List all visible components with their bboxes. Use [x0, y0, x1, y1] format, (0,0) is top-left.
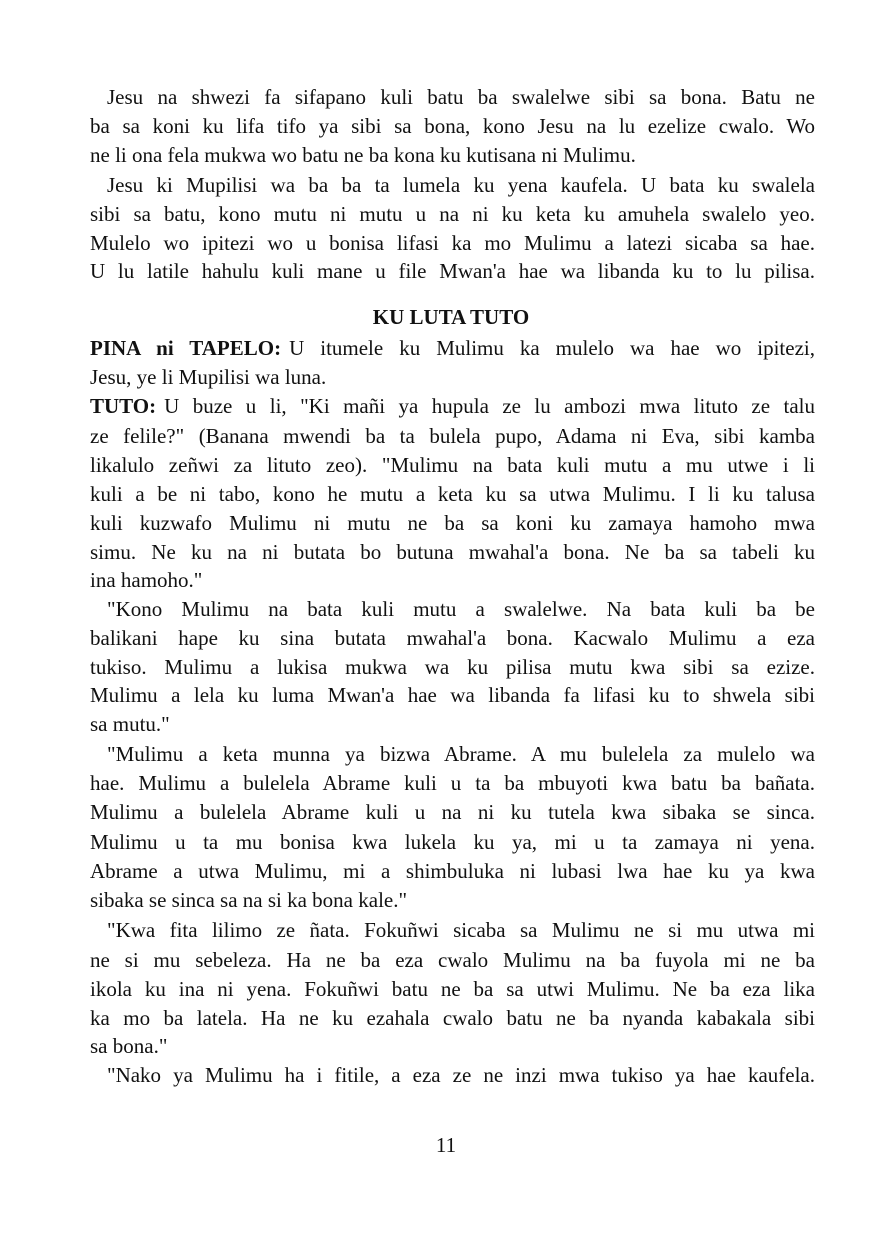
page-number: 11 [435, 1133, 457, 1157]
text-line [90, 201, 815, 227]
text-line [107, 596, 815, 622]
section-heading: KU LUTA TUTO [372, 305, 530, 329]
line-text: ikola ku ina ni yena. Fokuñwi batu ne ba sa utwi Mulimu. Ne ba eza lika [90, 977, 815, 1001]
text-line [90, 510, 815, 536]
line-text: balikani hape ku sina butata mwahal'a bona. Kacwalo Mulimu a eza [90, 626, 815, 650]
text-line [90, 1005, 815, 1031]
line-text: sibaka se sinca sa na si ka bona kale." [90, 888, 408, 912]
line-text: "Nako ya Mulimu ha i fitile, a eza ze ne inzi mwa tukiso ya hae kaufela. [107, 1063, 815, 1087]
line-text: ne li ona fela mukwa wo batu ne ba kona ku kutisana ni Mulimu. [90, 143, 636, 167]
text-line [90, 364, 815, 390]
text-line [107, 741, 815, 767]
line-text: hae. Mulimu a bulelela Abrame kuli u ta ba mbuyoti kwa batu ba bañata. [90, 771, 815, 795]
text-line [90, 481, 815, 507]
text-line [90, 113, 815, 139]
line-text: tukiso. Mulimu a lukisa mukwa wa ku pilisa mutu kwa sibi sa ezize. [90, 655, 815, 679]
text-line [90, 829, 815, 855]
line-text: Mulimu a lela ku luma Mwan'a hae wa libanda fa lifasi ku to shwela sibi [90, 683, 815, 707]
text-line [90, 858, 815, 884]
line-text: ina hamoho." [90, 568, 203, 592]
line-text: U buze u li, "Ki mañi ya hupula ze lu ambozi mwa lituto ze talu [164, 394, 815, 418]
bold-label: PINA ni TAPELO: [90, 336, 282, 360]
line-text: Mulimu u ta mu bonisa kwa lukela ku ya, mi u ta zamaya ni yena. [90, 830, 815, 854]
line-text: sa bona." [90, 1034, 168, 1058]
text-line [107, 917, 815, 943]
text-line [90, 393, 815, 419]
line-text: ba sa koni ku lifa tifo ya sibi sa bona, kono Jesu na lu ezelize cwalo. Wo [90, 114, 815, 138]
text-line [90, 1033, 815, 1059]
line-text: Mulimu a bulelela Abrame kuli u na ni ku tutela kwa sibaka se sinca. [90, 800, 815, 824]
line-text: sibi sa batu, kono mutu ni mutu u na ni ku keta ku amuhela swalelo yeo. [90, 202, 815, 226]
text-line [90, 258, 815, 284]
text-line [90, 654, 815, 680]
line-text: simu. Ne ku na ni butata bo butuna mwahal'a bona. Ne ba sa tabeli ku [90, 540, 815, 564]
text-line [90, 887, 815, 913]
line-text: kuli a be ni tabo, kono he mutu a keta ku sa utwa Mulimu. I li ku talusa [90, 482, 815, 506]
line-text: likalulo zeñwi za lituto zeo). "Mulimu na bata kuli mutu a mu utwe i li [90, 453, 815, 477]
line-text: kuli kuzwafo Mulimu ni mutu ne ba sa koni ku zamaya hamoho mwa [90, 511, 815, 535]
text-line [90, 976, 815, 1002]
bold-label: TUTO: [90, 394, 157, 418]
line-text: Jesu, ye li Mupilisi wa luna. [90, 365, 327, 389]
text-line [90, 230, 815, 256]
line-text: Mulelo wo ipitezi wo u bonisa lifasi ka mo Mulimu a latezi sicaba sa hae. [90, 231, 815, 255]
text-line [90, 452, 815, 478]
text-line [90, 567, 815, 593]
line-text: ka mo ba latela. Ha ne ku ezahala cwalo batu ne ba nyanda kabakala sibi [90, 1006, 815, 1030]
text-line [90, 770, 815, 796]
text-line [90, 682, 815, 708]
text-line [107, 172, 815, 198]
line-text: sa mutu." [90, 712, 170, 736]
line-text: U itumele ku Mulimu ka mulelo wa hae wo ipitezi, [289, 336, 815, 360]
line-text: Jesu na shwezi fa sifapano kuli batu ba swalelwe sibi sa bona. Batu ne [107, 85, 815, 109]
line-text: Jesu ki Mupilisi wa ba ba ta lumela ku yena kaufela. U bata ku swalela [107, 173, 815, 197]
line-text: ne si mu sebeleza. Ha ne ba eza cwalo Mulimu na ba fuyola mi ne ba [90, 948, 815, 972]
line-text: ze felile?" (Banana mwendi ba ta bulela pupo, Adama ni Eva, sibi kamba [90, 424, 815, 448]
text-line [90, 625, 815, 651]
text-line [90, 142, 815, 168]
text-line [90, 711, 815, 737]
line-text: Abrame a utwa Mulimu, mi a shimbuluka ni lubasi lwa hae ku ya kwa [90, 859, 815, 883]
text-line [90, 335, 815, 361]
line-text: "Kono Mulimu na bata kuli mutu a swalelwe. Na bata kuli ba be [107, 597, 815, 621]
line-text: U lu latile hahulu kuli mane u file Mwan'a hae wa libanda ku to lu pilisa. [90, 259, 815, 283]
text-line [107, 84, 815, 110]
text-line [90, 423, 815, 449]
text-line [90, 539, 815, 565]
text-line [90, 947, 815, 973]
text-line [107, 1062, 815, 1088]
line-text: "Kwa fita lilimo ze ñata. Fokuñwi sicaba sa Mulimu ne si mu utwa mi [107, 918, 815, 942]
text-line [90, 799, 815, 825]
line-text: "Mulimu a keta munna ya bizwa Abrame. A mu bulelela za mulelo wa [107, 742, 815, 766]
